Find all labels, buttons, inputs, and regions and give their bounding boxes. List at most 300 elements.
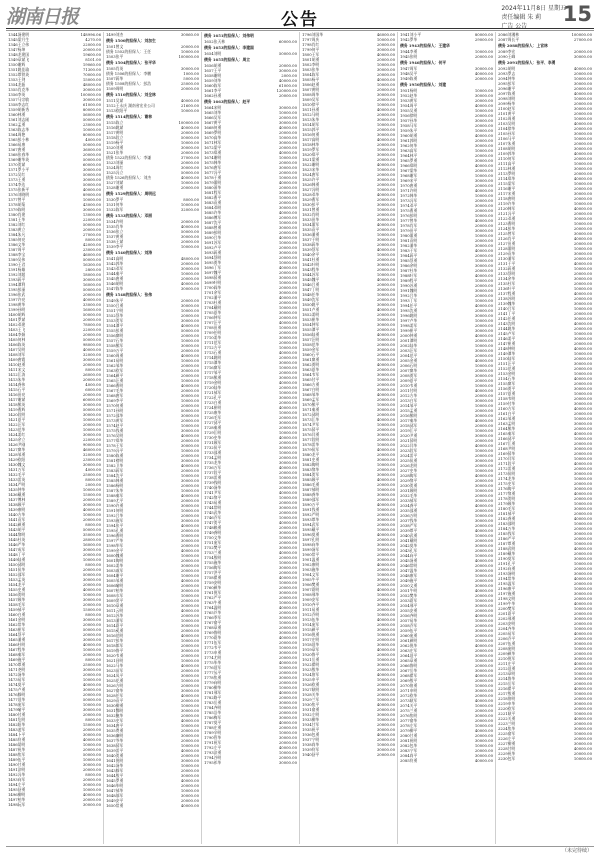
debt-amount: 30000.00: [573, 54, 592, 59]
debtor-name: 1551宁明: [106, 308, 124, 313]
debtor-name: 1431万军: [8, 467, 26, 472]
debt-amount: 20000.00: [82, 497, 101, 502]
debt-amount: 4000.00: [85, 382, 101, 387]
debt-amount: 10000.00: [474, 258, 493, 263]
debtor-name: 1822谢明: [302, 162, 320, 167]
debt-amount: 40000.00: [376, 192, 395, 197]
debt-amount: 98000.00: [82, 342, 101, 347]
debt-amount: 20000.00: [278, 185, 297, 190]
debt-amount: 10000.00: [278, 450, 297, 455]
debt-amount: 20000.00: [278, 610, 297, 615]
debt-amount: 30000.00: [573, 486, 592, 491]
debtor-name: 1356李英: [8, 92, 26, 97]
debt-amount: 50000.00: [82, 627, 101, 632]
debt-amount: 40000.00: [573, 346, 592, 351]
debt-amount: 40000.00: [180, 224, 199, 229]
debtor-name: 1604谢平: [106, 573, 124, 578]
debt-amount: 10000.00: [278, 750, 297, 755]
debt-amount: 4000.00: [85, 137, 101, 142]
debt-amount: 30000.00: [376, 542, 395, 547]
debt-amount: 40000.00: [82, 682, 101, 687]
debtor-name: 1633史军: [106, 718, 124, 723]
debt-amount: 20000.00: [180, 403, 199, 408]
debt-amount: 30000.00: [474, 178, 493, 183]
debt-amount: 20000.00: [573, 86, 592, 91]
section-title: 公告: [281, 10, 319, 30]
debtor-name: 2068翟军: [400, 673, 418, 678]
debt-amount: 20000.00: [278, 255, 297, 260]
debt-amount: 20000.00: [376, 512, 395, 517]
debt-amount: 30000.00: [180, 758, 199, 763]
debt-amount: 10000.00: [82, 742, 101, 747]
debtor-name: 2056齐明: [400, 613, 418, 618]
debtor-name: 1647郝华: [106, 788, 124, 793]
debt-amount: 20000.00: [573, 706, 592, 711]
debtor-name: 1496柳明: [8, 792, 26, 797]
debt-amount: 32000.00: [82, 452, 101, 457]
debt-amount: 10000.00: [376, 422, 395, 427]
debtor-name: 1399孙明: [8, 307, 26, 312]
debt-amount: 20000.00: [376, 397, 395, 402]
debt-amount: 20000.00: [573, 101, 592, 106]
debtor-name: 1417谢斌: [8, 397, 26, 402]
debt-amount: 30000.00: [82, 402, 101, 407]
debt-amount: 40000.00: [82, 737, 101, 742]
debt-amount: 10000.00: [474, 278, 493, 283]
debtor-name: 1793涂勇: [204, 750, 222, 755]
debt-amount: 20000.00: [573, 381, 592, 386]
debtor-name: 1738雷勇: [204, 475, 222, 480]
debtor-name: 1387周平: [8, 247, 26, 252]
debtor-name: 2060庞勇: [400, 633, 418, 638]
debtor-name: 1897孔明: [302, 537, 320, 542]
debtor-name: 1919章军: [302, 647, 320, 652]
debtor-name: 1554谭平: [106, 323, 124, 328]
debtor-name: 1909安军: [302, 597, 320, 602]
debt-amount: 20000.00: [82, 317, 101, 322]
debt-amount: 10000.00: [573, 371, 592, 376]
debt-amount: 30000.00: [474, 518, 493, 523]
debtor-name: 2009夏平: [400, 378, 418, 383]
debt-amount: 20000.00: [376, 327, 395, 332]
debt-amount: 20000.00: [278, 130, 297, 135]
debt-amount: 10000.00: [573, 711, 592, 716]
debt-amount: 40000.00: [573, 601, 592, 606]
debtor-name: 1934甘军: [302, 722, 320, 727]
debtor-name: 2155廖军: [498, 381, 516, 386]
debtor-name: 1537黄勇: [106, 234, 124, 239]
debtor-name: 1656胡勇: [204, 63, 222, 68]
debtor-name: 1354龙振: [8, 82, 26, 87]
debtor-name: 1692卢平: [204, 245, 222, 250]
debtor-name: 1923殷华: [302, 667, 320, 672]
debt-amount: 40000.00: [278, 180, 297, 185]
debtor-name: 1400胡辉: [8, 312, 26, 317]
debtor-name: 2211庄平: [498, 661, 516, 666]
debt-amount: 20000.00: [573, 596, 592, 601]
debtor-name: 2029黎平: [400, 478, 418, 483]
debt-amount: 30000.00: [376, 322, 395, 327]
debt-amount: 20000.00: [474, 538, 493, 543]
debt-amount: 20000.00: [82, 582, 101, 587]
debt-amount: 40000.00: [376, 332, 395, 337]
debt-amount: 20000.00: [573, 736, 592, 741]
debt-amount: 40000.00: [376, 362, 395, 367]
debtor-name: 1558熊军: [106, 343, 124, 348]
debtor-name: 1682曹平: [204, 195, 222, 200]
debtor-name: 1813朱华: [302, 117, 320, 122]
debt-amount: 40000.00: [474, 503, 493, 508]
debtor-name: 2074关平: [400, 703, 418, 708]
debtor-name: 1774尤明: [204, 655, 222, 660]
debt-amount: 20000.00: [278, 200, 297, 205]
debt-amount: 30000.00: [180, 428, 199, 433]
debt-amount: 40000.00: [474, 673, 493, 678]
debtor-name: 1730史华: [204, 435, 222, 440]
debtor-name: 2049施平: [400, 578, 418, 583]
debt-amount: 10000.00: [376, 147, 395, 152]
debt-amount: 30000.00: [474, 753, 493, 758]
debtor-name: 1861廖勇: [302, 357, 320, 362]
debtor-name: 2193汤明: [498, 571, 516, 576]
debt-amount: 20000.00: [180, 333, 199, 338]
debt-amount: 40000.00: [573, 516, 592, 521]
debtor-name: 1433雷英: [8, 477, 26, 482]
debt-amount: 10000.00: [278, 620, 297, 625]
debt-amount: 20000.00: [376, 482, 395, 487]
debt-amount: 10000.00: [180, 271, 199, 276]
debtor-name: 1680萧华: [204, 185, 222, 190]
debt-amount: 30000.00: [278, 360, 297, 365]
debtor-name: 2105孙军: [498, 131, 516, 136]
debt-amount: 20000.00: [376, 427, 395, 432]
debtor-name: 1860石平: [302, 352, 320, 357]
debt-amount: 10000.00: [376, 527, 395, 532]
debt-amount: 16000.00: [82, 282, 101, 287]
debtor-name: 1420段明: [8, 412, 26, 417]
debtor-name: 1355肖克华: [8, 87, 30, 92]
debtor-name: 1917庄明: [302, 637, 320, 642]
debt-amount: 8000.00: [85, 612, 101, 617]
debtor-name: 2169薛华: [498, 451, 516, 456]
debt-amount: 20000.00: [474, 578, 493, 583]
debtor-name: 1707汪平: [204, 320, 222, 325]
debtor-name: 1534许明: [106, 219, 124, 224]
debtor-name: 1686傅军: [204, 215, 222, 220]
debt-amount: 30000.00: [180, 773, 199, 778]
debt-amount: 20000.00: [180, 698, 199, 703]
debtor-name: 1477聂华: [8, 697, 26, 702]
debtor-name: 1965罗勇: [400, 158, 418, 163]
debtor-name: 2139魏华: [498, 301, 516, 306]
debt-amount: 20000.00: [82, 692, 101, 697]
debt-amount: 50000.00: [82, 222, 101, 227]
debt-entry: [106, 185, 199, 190]
debt-amount: 30000.00: [278, 530, 297, 535]
debt-amount: 16300.00: [82, 262, 101, 267]
debtor-name: 1638薛军: [106, 743, 124, 748]
debtor-name: 1572邵华: [106, 413, 124, 418]
debt-amount: 30000.00: [474, 228, 493, 233]
guarantor-notice: 债务 1663的担保人：赵平: [204, 99, 251, 104]
debt-amount: 20000.00: [82, 422, 101, 427]
debtor-name: 1842叶明: [302, 262, 320, 267]
debt-amount: 40000.00: [376, 77, 395, 82]
debtor-name: 1642汤华: [106, 763, 124, 768]
debt-amount: 20000.00: [180, 753, 199, 758]
debtor-name: 1458毛军: [8, 602, 26, 607]
debt-amount: 40000.00: [376, 702, 395, 707]
debt-amount: 35000.00: [82, 532, 101, 537]
debt-amount: 10000.00: [573, 561, 592, 566]
debt-amount: 10000.00: [180, 140, 199, 145]
debt-amount: 8000.00: [85, 657, 101, 662]
debtor-name: 1835袁平: [302, 227, 320, 232]
debtor-name: 1582卫华: [106, 463, 124, 468]
debtor-name: 1745武华: [204, 510, 222, 515]
debt-amount: 30000.00: [278, 225, 297, 230]
debt-amount: 30000.00: [474, 243, 493, 248]
debt-amount: 20000.00: [376, 682, 395, 687]
debt-amount: 10000.00: [180, 202, 199, 207]
debtor-name: 1440方华: [8, 512, 26, 517]
debt-amount: 10000.00: [180, 678, 199, 683]
debt-amount: 30000.00: [278, 630, 297, 635]
debt-amount: 30000.00: [180, 733, 199, 738]
debtor-name: 2096谢平: [498, 86, 516, 91]
debtor-name: 1812马明: [302, 112, 320, 117]
debt-amount: 20000.00: [180, 528, 199, 533]
debt-amount: 20000.00: [573, 536, 592, 541]
debtor-name: 2069殷平: [400, 678, 418, 683]
debt-amount: 10000.00: [278, 645, 297, 650]
debt-amount: 40000.00: [573, 406, 592, 411]
debt-amount: 20000.00: [474, 608, 493, 613]
debt-amount: 20000.00: [180, 783, 199, 788]
debt-amount: 30000.00: [573, 336, 592, 341]
debtor-name: 1525冯立: [106, 170, 124, 175]
debt-amount: 70000.00: [82, 72, 101, 77]
debt-amount: 20000.00: [573, 326, 592, 331]
debtor-name: 1348龙建国: [8, 52, 30, 57]
debtor-name: 1395彭丽: [8, 287, 26, 292]
issue-editor: 责任编辑 朱 莉: [501, 14, 542, 21]
debt-amount: 40000.00: [573, 576, 592, 581]
debtor-name: 1839蔡军: [302, 247, 320, 252]
debt-entry: [204, 93, 297, 98]
debt-amount: 30060.00: [180, 32, 199, 37]
debt-amount: 30000.00: [278, 445, 297, 450]
debtor-name: 1932左明: [302, 712, 320, 717]
debt-amount: 10000.00: [278, 280, 297, 285]
debtor-name: 1641倪明: [106, 758, 124, 763]
debtor-name: 1829曹军: [302, 197, 320, 202]
debtor-name: 1981袁明: [400, 238, 418, 243]
debtor-name: 1665刘华: [204, 110, 222, 115]
debtor-name: 1721郝军: [204, 390, 222, 395]
debt-amount: 10000.00: [278, 515, 297, 520]
debt-amount: 20000.00: [474, 508, 493, 513]
debtor-name: 2205易军: [498, 631, 516, 636]
debt-amount: 30000.00: [376, 387, 395, 392]
debt-amount: 40000.00: [82, 347, 101, 352]
debtor-name: 1868邹华: [302, 392, 320, 397]
debtor-name: 2225俞军: [498, 731, 516, 736]
debtor-name: 1920鲁平: [302, 652, 320, 657]
debtor-name: 1568唐军: [106, 393, 124, 398]
debtor-name: 2128董明: [498, 246, 516, 251]
guarantor-notice: 债务 1943的担保人：王建华: [400, 43, 450, 48]
debt-amount: 20000.00: [573, 411, 592, 416]
debt-amount: 10000.00: [376, 487, 395, 492]
debtor-name: 2195温军: [498, 581, 516, 586]
debtor-name: 2089李宏: [498, 49, 516, 54]
debt-amount: 30000.00: [376, 492, 395, 497]
debtor-name: 1418熊英: [8, 402, 26, 407]
debt-amount: 20000.00: [278, 585, 297, 590]
debt-amount: 20000.00: [278, 570, 297, 575]
debt-amount: 30000.00: [474, 158, 493, 163]
debtor-name: 1741尹军: [204, 490, 222, 495]
debtor-name: 1570何勇: [106, 403, 124, 408]
debtor-name: 1564颜平: [106, 373, 124, 378]
debtor-name: 2196康平: [498, 586, 516, 591]
debt-amount: 10000.00: [278, 730, 297, 735]
debtor-name: 1979田平: [400, 228, 418, 233]
debtor-name: 1659刘华: [204, 78, 222, 83]
debt-amount: 20000.00: [474, 168, 493, 173]
debtor-name: 1620韦勇: [106, 653, 124, 658]
debtor-name: 2137程勇: [498, 291, 516, 296]
debtor-name: 1959朱平: [400, 128, 418, 133]
debtor-name: 1351姚佳瑜: [8, 67, 30, 72]
debt-amount: 78000.00: [82, 322, 101, 327]
debt-amount: 10000.00: [82, 557, 101, 562]
debt-amount: 20000.00: [573, 271, 592, 276]
debtor-name: 2111高平: [498, 161, 516, 166]
debt-amount: 40000.00: [376, 137, 395, 142]
debtor-name: 1984蒋平: [400, 253, 418, 258]
debtor-name: 1531何华: [106, 202, 124, 207]
debt-amount: 10000.00: [474, 428, 493, 433]
debtor-name: 2167江勇: [498, 441, 516, 446]
debt-amount: 10000.00: [82, 512, 101, 517]
debt-amount: 40000.00: [376, 732, 395, 737]
debt-amount: 20000.00: [474, 478, 493, 483]
debt-amount: 20000.00: [573, 186, 592, 191]
debt-amount: 10000.00: [180, 533, 199, 538]
debt-amount: 10000.00: [180, 448, 199, 453]
debt-amount: 20000.00: [180, 513, 199, 518]
debt-amount: 10000.00: [82, 487, 101, 492]
debt-entry: [400, 54, 493, 59]
guarantor-notice: 债务 1946的担保人：何平: [400, 60, 447, 65]
debtor-name: 1863夏华: [302, 367, 320, 372]
debt-amount: 10000.00: [573, 246, 592, 251]
debtor-name: 1497柏华: [8, 797, 26, 802]
debt-amount: 20000.00: [278, 595, 297, 600]
debt-amount: 30000.00: [376, 302, 395, 307]
debtor-name: 2080甘勇: [400, 733, 418, 738]
debtor-name: 1933柳华: [302, 717, 320, 722]
debt-amount: 40000.00: [573, 261, 592, 266]
debtor-name: 1995沈勇: [400, 308, 418, 313]
debt-amount: 10000.00: [82, 197, 101, 202]
debt-amount: 10000.00: [474, 298, 493, 303]
debt-amount: 30000.00: [573, 506, 592, 511]
debt-amount: 10000.00: [180, 573, 199, 578]
debt-amount: 20000.00: [573, 721, 592, 726]
debt-amount: 20000.00: [278, 470, 297, 475]
debtor-name: 1862贾明: [302, 362, 320, 367]
debt-amount: 10000.00: [376, 357, 395, 362]
debtor-name: 1857汪明: [302, 337, 320, 342]
debt-amount: 20000.00: [376, 382, 395, 387]
debtor-name: 1927耿明: [302, 687, 320, 692]
debtor-name: 1643滕军: [106, 768, 124, 773]
debt-amount: 8000.00: [85, 367, 101, 372]
debt-amount: 10000.00: [376, 742, 395, 747]
debt-entry: [400, 76, 493, 81]
debtor-name: 2020尹勇: [400, 433, 418, 438]
debtor-name: 1762严平: [204, 595, 222, 600]
debt-amount: 10000.00: [278, 155, 297, 160]
debt-amount: 40000.00: [474, 71, 493, 76]
debt-amount: 30000.00: [573, 301, 592, 306]
debt-amount: 10000.00: [474, 213, 493, 218]
debt-amount: 10000.00: [278, 195, 297, 200]
debtor-name: 2220欧军: [498, 706, 516, 711]
debt-amount: 20000.00: [376, 737, 395, 742]
debtor-name: 1882陶明: [302, 462, 320, 467]
debtor-name: 1589尤平: [106, 498, 124, 503]
debt-amount: 48000.00: [82, 82, 101, 87]
debtor-name: 2014邹平: [400, 403, 418, 408]
debt-amount: 20000.00: [376, 567, 395, 572]
debt-amount: 20000.00: [474, 283, 493, 288]
debt-amount: 40000.00: [180, 281, 199, 286]
debt-amount: 20000.00: [180, 613, 199, 618]
debt-amount: 10000.00: [376, 657, 395, 662]
debt-amount: 40000.00: [180, 125, 199, 130]
debt-amount: 30000.00: [376, 457, 395, 462]
debtor-name: 1666吴军: [204, 115, 222, 120]
debt-entry: [106, 54, 199, 59]
debt-amount: 20000.00: [278, 170, 297, 175]
debt-amount: 20000.00: [474, 623, 493, 628]
debt-amount: 10000.00: [278, 495, 297, 500]
debt-amount: 20000.00: [278, 115, 297, 120]
debtor-name: 1505肖英: [106, 66, 124, 71]
debt-amount: 30000.00: [180, 648, 199, 653]
debt-amount: 30000.00: [573, 726, 592, 731]
debtor-name: 1416田亮: [8, 392, 26, 397]
debtor-name: 1827冯明: [302, 187, 320, 192]
debt-amount: 10000.00: [573, 76, 592, 81]
debtor-name: 1696丁军: [204, 265, 222, 270]
debtor-name: 1859金军: [302, 347, 320, 352]
debt-amount: 30000.00: [573, 231, 592, 236]
debtor-name: 1799何平: [302, 47, 320, 52]
debt-amount: 40000.00: [474, 388, 493, 393]
debt-amount: 20000.00: [278, 315, 297, 320]
debtor-name: 1983于军: [400, 248, 418, 253]
debt-amount: 10000.00: [474, 148, 493, 153]
debt-amount: 30000.00: [278, 290, 297, 295]
debt-amount: 20000.00: [180, 239, 199, 244]
debt-amount: 40000.00: [376, 477, 395, 482]
debtor-name: 1605邹勇: [106, 578, 124, 583]
